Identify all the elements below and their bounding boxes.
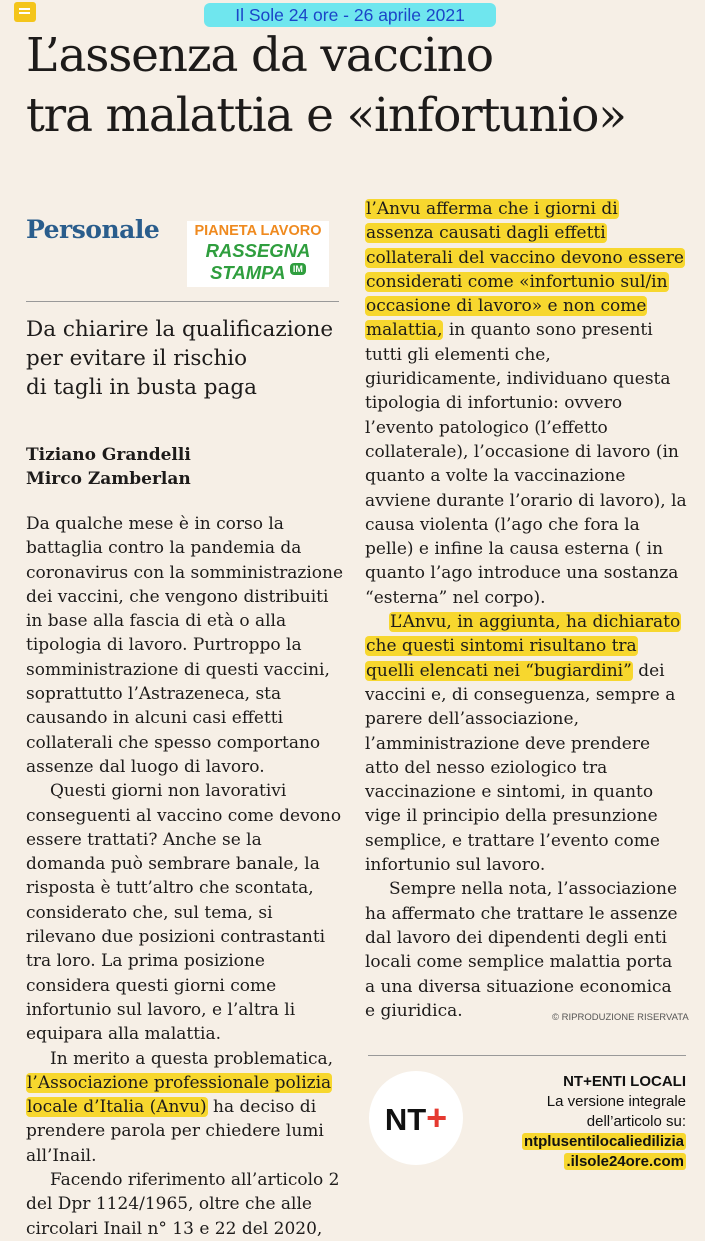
section-label: Personale [26, 215, 160, 244]
subhead-line-1: Da chiarire la qualificazione [26, 317, 334, 342]
subhead-line-2: per evitare il rischio [26, 346, 248, 371]
divider [26, 301, 339, 302]
highlight-anvu: l’Associazione professionale polizia locale d’Italia (Anvu) [27, 1072, 332, 1118]
promo-title: NT+ENTI LOCALI [563, 1073, 686, 1090]
copyright-notice: © RIPRODUZIONE RISERVATA [552, 1012, 689, 1023]
note-icon[interactable] [14, 2, 36, 22]
paragraph-6: Sempre nella nota, l’associazione ha affermato che trattare le assenze dal lavoro dei dipendenti degli enti locali come semplice malattia porta a una diversa situazione economica e giuridica. [365, 879, 678, 1021]
subhead-line-3: di tagli in busta paga [26, 375, 257, 400]
nt-plus-logo [369, 1071, 463, 1165]
logo-badge: IM [290, 263, 306, 275]
rassegna-stampa-logo [187, 221, 329, 287]
paragraph-4-start: Facendo riferimento all’articolo 2 del Dpr 1124/1965, oltre che alle circolari Inail n° 13 e 22 del 2020, [26, 1170, 340, 1239]
headline [26, 26, 696, 146]
paragraph-5: L’Anvu, in aggiunta, ha dichiarato che questi sintomi risultano tra quelli elencati nei “bugiardini” dei vaccini e, di conseguenza, sempre a parere dell’associazione, l’amministrazione deve prendere atto del nesso eziologico tra vaccinazione e sintomi, in quanto vige il principio della presunzione semplice, e trattare l’evento come infortunio sul lavoro. [365, 612, 681, 876]
headline-line-1: L’assenza da vaccino [26, 28, 493, 83]
author-1: Tiziano Grandelli [26, 445, 191, 465]
source-banner: Il Sole 24 ore - 26 aprile 2021 [204, 3, 496, 27]
paragraph-2: Questi giorni non lavorativi conseguenti al vaccino come devono essere trattati? Anche se la domanda può sembrare banale, la risposta è tutt’altro che scontata, considerato che, sul tema, si rilevano due posizioni contrastanti tra loro. La prima posizione considera questi giorni come infortunio sul lavoro, e l’altra li equipara alla malattia. [26, 781, 342, 1045]
promo-url-1[interactable]: ntplusentilocaliedilizia [523, 1133, 684, 1150]
paragraph-1: Da qualche mese è in corso la battaglia contro la pandemia da coronavirus con la somministrazione dei vaccini, che vengono distribuiti in base alla fascia di età o alla tipologia di lavoro. Purtroppo la somministrazione di questi vaccini, soprattutto l’Astrazeneca, sta causando in alcuni casi effetti collaterali che spesso comportano assenze dal luogo di lavoro. [26, 514, 344, 777]
highlight-bugiardini: L’Anvu, in aggiunta, ha dichiarato che questi sintomi risultano tra quelli elencati nei “bugiardini” [366, 612, 681, 681]
logo-line-3: STAMPA [210, 262, 285, 283]
nt-logo-plus: + [426, 1097, 448, 1138]
subheadline [26, 315, 346, 402]
paragraph-4-continued: l’Anvu afferma che i giorni di assenza causati dagli effetti collaterali del vaccino devono essere considerati come «infortunio sul/in occasione di lavoro» e non come malattia, in quanto sono presenti tutti gli elementi che, giuridicamente, individuano questa tipologia di infortunio: ovvero l’evento patologico (l’effetto collaterale), l’occasione di lavoro (in quanto a volte la vaccinazione avviene durante l’orario di lavoro), la causa violenta (l’ago che fora la pelle) e infine la causa esterna ( in quanto l’ago introduce una sostanza “esterna” nel corpo). [365, 199, 687, 608]
logo-line-1: PIANETA LAVORO [194, 223, 322, 239]
article-column-1 [26, 512, 344, 1241]
article-column-2 [365, 197, 687, 1023]
promo-line-2: dell’articolo su: [586, 1113, 686, 1130]
promo-line-1: La versione integrale [546, 1093, 686, 1110]
promo-url-2[interactable]: .ilsole24ore.com [566, 1153, 684, 1170]
headline-line-2: tra malattia e «infortunio» [26, 88, 626, 143]
divider-2 [368, 1055, 686, 1056]
paragraph-3: In merito a questa problematica, l’Associazione professionale polizia locale d’Italia (Anvu) ha deciso di prendere parola per chiedere lumi all’Inail. [26, 1048, 334, 1166]
nt-logo-text: NT [384, 1102, 427, 1137]
logo-line-2: RASSEGNA [205, 240, 311, 261]
authors [26, 443, 191, 491]
author-2: Mirco Zamberlan [26, 469, 191, 489]
promo-box [478, 1072, 686, 1172]
highlight-infortunio: l’Anvu afferma che i giorni di assenza causati dagli effetti collaterali del vaccino devono essere considerati come «infortunio sul/in occasione di lavoro» e non come malattia, [366, 199, 684, 341]
